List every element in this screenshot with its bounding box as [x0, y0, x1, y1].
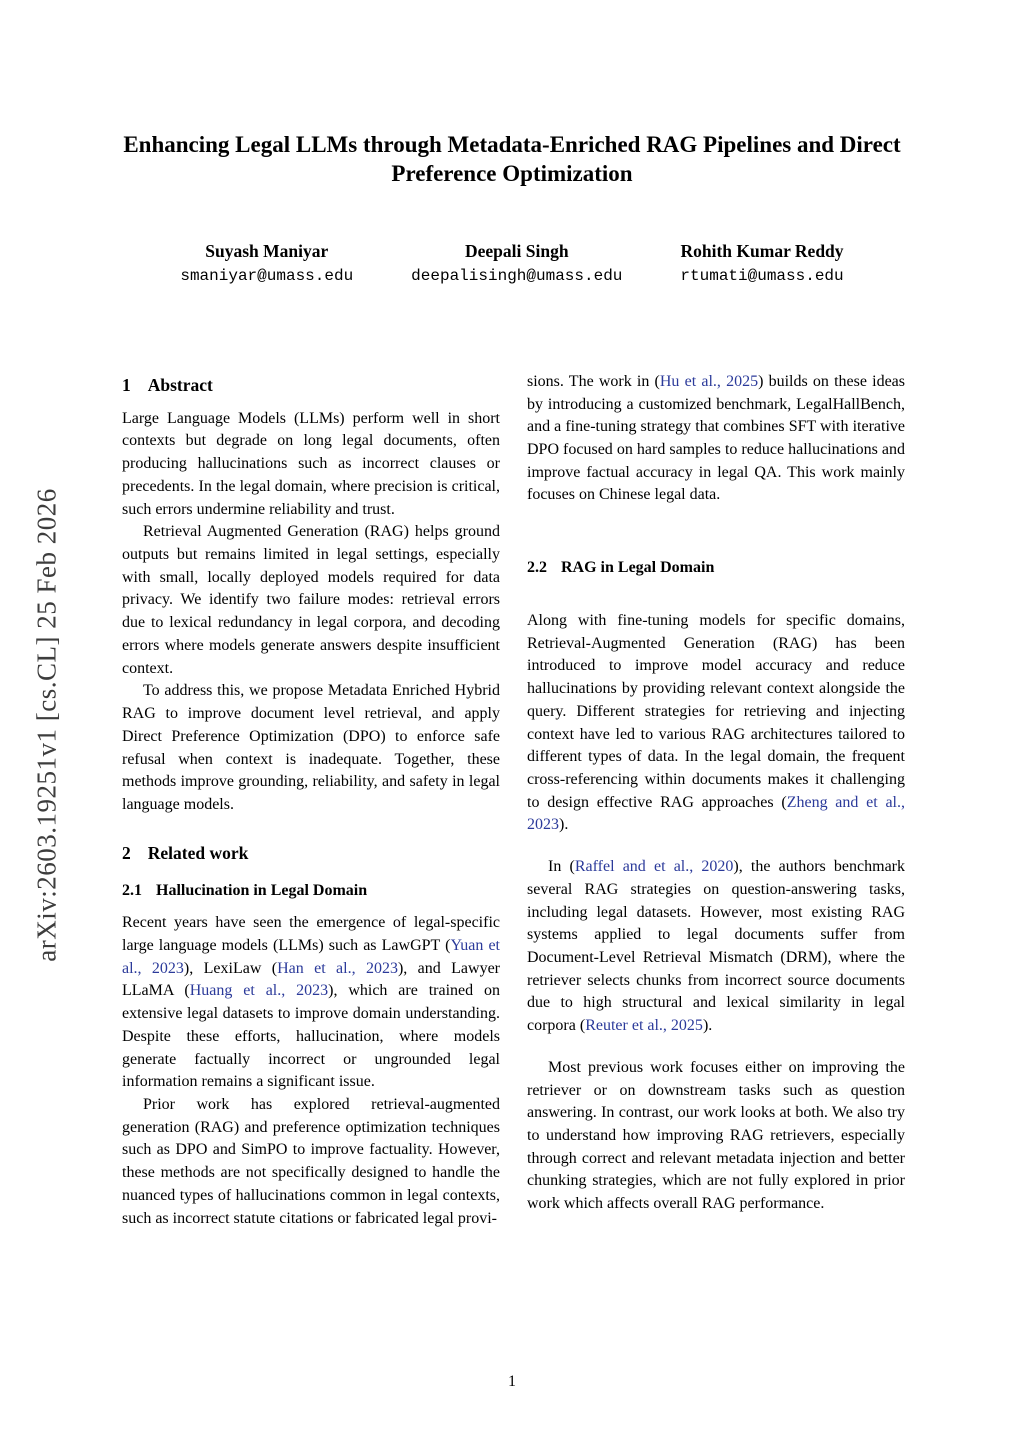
body-columns: [122, 371, 905, 1235]
author-email: rtumati@umass.edu: [680, 266, 844, 285]
arxiv-watermark: arXiv:2603.19251v1 [cs.CL] 25 Feb 2026: [31, 488, 62, 962]
author-email: deepalisingh@umass.edu: [411, 266, 623, 285]
citation-link[interactable]: Zheng and et al., 2023: [527, 793, 905, 834]
subsection-heading: [122, 880, 500, 903]
left-column: [122, 371, 500, 1235]
paragraph: Recent years have seen the emergence of legal-specific large language models (LLMs) such as LawGPT (Yuan et al., 2023), LexiLaw (Han et al., 2023), and Lawyer LLaMA (Huang et al., 2023), which are trained on extensive legal datasets to improve domain understanding. Despite these efforts, hallucination, where models generate factually incorrect or ungrounded legal information remains a significant issue.: [122, 914, 500, 1091]
paragraph: Prior work has explored retrieval-augmented generation (RAG) and preference optimization techniques such as DPO and SimPO to improve factuality. However, these methods are not specifically designed to handle the nuanced types of hallucinations common in legal contexts, such as incorrect statute citations or fabricated legal provi-: [122, 1095, 500, 1227]
citation-link[interactable]: Hu et al., 2025: [659, 372, 759, 390]
paragraph: Retrieval Augmented Generation (RAG) helps ground outputs but remains limited in legal settings, especially with small, locally deployed models required for data privacy. We identify two failure modes: retrieval errors due to lexical redundancy in legal corpora, and decoding errors where models generate answers despite insufficient context.: [122, 523, 500, 677]
citation-link[interactable]: Reuter et al., 2025: [585, 1017, 703, 1035]
paragraph: Along with fine-tuning models for specific domains, Retrieval-Augmented Generation (RAG) has been introduced to improve model accuracy and reduce hallucinations by providing relevant context alongside the query. Different strategies for retrieving and injecting context have led to various RAG architectures tailored to different types of data. In the legal domain, the frequent cross-referencing within documents makes it challenging to design effective RAG approaches (Zheng and et al., 2023).: [527, 611, 905, 834]
section-heading: [122, 373, 500, 398]
author-name: Suyash Maniyar: [205, 240, 329, 261]
section-number: 1: [122, 374, 131, 395]
author-block: [680, 241, 843, 285]
citation-link[interactable]: Yuan et al., 2023: [122, 936, 500, 977]
author-email: smaniyar@umass.edu: [180, 266, 354, 285]
subsection-heading: [527, 557, 905, 580]
section-number: 2.1: [122, 881, 142, 899]
paragraph: sions. The work in (Hu et al., 2025) builds on these ideas by introducing a customized benchmark, LegalHallBench, and a fine-tuning strategy that combines SFT with iterative DPO focused on hard samples to reduce hallucinations and improve factual accuracy in legal QA. This work mainly focuses on Chinese legal data.: [527, 372, 906, 504]
author-name: Deepali Singh: [465, 240, 569, 261]
citation-link[interactable]: Han et al., 2023: [277, 959, 398, 977]
right-column: [527, 371, 905, 1235]
citation-link[interactable]: Huang et al., 2023: [189, 982, 329, 1000]
paragraph: To address this, we propose Metadata Enriched Hybrid RAG to improve document level retrieval, and apply Direct Preference Optimization (DPO) to enforce safe refusal when context is inadequate. Together, these methods improve grounding, reliability, and safety in legal language models.: [122, 682, 500, 813]
section-title: Abstract: [147, 374, 213, 395]
section-title: RAG in Legal Domain: [561, 559, 715, 577]
section-title: Hallucination in Legal Domain: [156, 881, 368, 899]
paragraph: Most previous work focuses either on improving the retriever or on downstream tasks such as question answering. In contrast, our work looks at both. We also try to understand how improving RAG retrievers, especially through correct and relevant metadata injection and better chunking strategies, which are not fully explored in prior work which affects overall RAG performance.: [527, 1058, 905, 1213]
paper-title: Enhancing Legal LLMs through Metadata-Enriched RAG Pipelines and Direct Preference Optimization: [123, 132, 901, 187]
author-block: [180, 241, 353, 285]
paragraph: Large Language Models (LLMs) perform well in short contexts but degrade on long legal documents, often producing hallucinations such as incorrect clauses or precedents. In the legal domain, where precision is critical, such errors undermine reliability and trust.: [122, 409, 500, 518]
author-block: [411, 241, 622, 285]
paragraph: In (Raffel and et al., 2020), the authors benchmark several RAG strategies on question-answering tasks, including legal datasets. However, most existing RAG systems applied to legal documents suffer from Document-Level Retrieval Mismatch (DRM), where the retriever selects chunks from incorrect source documents due to high structural and lexical similarity in legal corpora (Reuter et al., 2025).: [527, 858, 905, 1035]
citation-link[interactable]: Raffel and et al., 2020: [574, 858, 734, 876]
section-number: 2.2: [527, 559, 547, 577]
section-number: 2: [122, 842, 131, 863]
section-title: Related work: [147, 842, 249, 863]
page-number: 1: [508, 1373, 516, 1390]
authors-row: [0, 241, 1024, 285]
section-heading: [122, 841, 500, 866]
author-name: Rohith Kumar Reddy: [680, 240, 844, 261]
